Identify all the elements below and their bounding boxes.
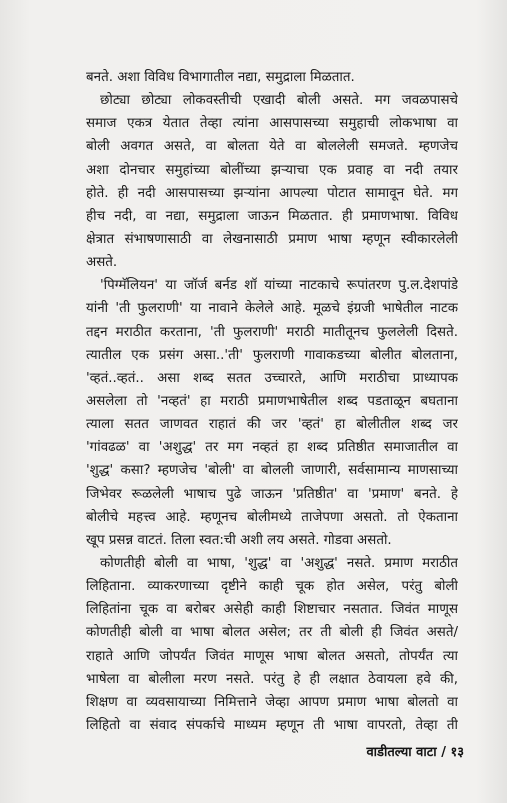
text-line: 'व्हतं..व्हतं.. असा शब्द सतत उच्चारते, आणि मराठीचा प्राध्यापक	[86, 370, 458, 386]
text-line: शिक्षण वा व्यवसायाच्या निमित्ताने जेव्हा आपण प्रमाण भाषा बोलतो वा	[86, 694, 458, 710]
text-line: 'शुद्ध' कसा? म्हणजेच 'बोली' वा बोलली जाणारी, सर्वसामान्य माणसाच्या	[86, 463, 458, 479]
text-line: खूप प्रसन्न वाटतं. तिला स्वत:ची अशी लय असते. गोडवा असतो.	[86, 532, 392, 548]
paragraph	[86, 552, 458, 737]
paragraph	[86, 66, 458, 89]
text-line: त्यातील एक प्रसंग असा..'ती' फुलराणी गावाकडच्या बोलीत बोलताना,	[86, 347, 458, 363]
text-line: लिहितो वा संवाद संपर्काचे माध्यम म्हणून ती भाषा वापरतो, तेव्हा ती	[86, 717, 458, 733]
text-line: तद्दन मराठीत करताना, 'ती फुलराणी' मराठी मातीतूनच फुललेली दिसते.	[86, 324, 458, 340]
text-line: 'पिग्मॅलियन' या जॉर्ज बर्नड शॉ यांच्या नाटकाचे रूपांतरण पु.ल.देशपांडे	[100, 278, 458, 294]
text-line: अशा दोनचार समुहांच्या बोलींच्या झऱ्याचा एक प्रवाह वा नदी तयार	[86, 162, 458, 178]
text-line: बोली अवगत असते, वा बोलता येते वा बोललेली समजते. म्हणजेच	[86, 139, 458, 155]
text-line: होते. ही नदी आसपासच्या झऱ्यांना आपल्या पोटात सामावून घेते. मग	[86, 185, 458, 201]
text-line: असलेला तो 'नव्हतं' हा मराठी प्रमाणभाषेतील शब्द पडताळून बघताना	[86, 393, 458, 409]
text-line: कोणतीही बोली वा भाषा बोलत असेल; तर ती बोली ही जिवंत असते/	[86, 625, 458, 641]
text-line: यांनी 'ती फुलराणी' या नावाने केलेले आहे. मूळचे इंग्रजी भाषेतील नाटक	[86, 301, 458, 317]
text-line: क्षेत्रात संभाषणासाठी वा लेखनासाठी प्रमाण भाषा म्हणून स्वीकारलेली	[86, 231, 458, 247]
text-line: राहाते आणि जोपर्यंत जिवंत माणूस भाषा बोलत असतो, तोपर्यंत त्या	[86, 648, 458, 664]
paragraph	[86, 89, 458, 274]
text-line: समाज एकत्र येतात तेव्हा त्यांना आसपासच्या समुहाची लोकभाषा वा	[86, 116, 458, 132]
text-line: असते.	[86, 255, 118, 271]
text-line: त्याला सतत जाणवत राहातं की जर 'व्हतं' हा बोलीतील शब्द जर	[86, 417, 458, 433]
text-line: छोट्या छोट्या लोकवस्तीची एखादी बोली असते. मग जवळपासचे	[100, 93, 458, 109]
text-line: भाषेला वा बोलीला मरण नसते. परंतु हे ही लक्षात ठेवायला हवे की,	[86, 671, 458, 687]
text-line: 'गांवढळ' वा 'अशुद्ध' तर मग नव्हतं हा शब्द प्रतिष्ठीत समाजातील वा	[86, 440, 458, 456]
text-line: हीच नदी, वा नद्या, समुद्राला जाऊन मिळतात. ही प्रमाणभाषा. विविध	[86, 208, 458, 224]
text-line: जिभेवर रूळलेली भाषाच पुढे जाऊन 'प्रतिष्ठीत' वा 'प्रमाण' बनते. हे	[86, 486, 458, 502]
paragraph	[86, 274, 458, 552]
text-line: बोलीचे महत्त्व आहे. म्हणूनच बोलीमध्ये ताजेपणा असतो. तो ऐकताना	[86, 509, 458, 525]
text-line: लिहितांना चूक वा बरोबर असेही काही शिष्टाचार नसतात. जिवंत माणूस	[86, 602, 458, 618]
text-line: कोणतीही बोली वा भाषा, 'शुद्ध' वा 'अशुद्ध' नसते. प्रमाण मराठीत	[100, 555, 458, 571]
body-text	[86, 66, 458, 737]
running-footer: वाडीतल्या वाटा / १३	[366, 745, 464, 760]
text-line: लिहिताना. व्याकरणाच्या दृष्टीने काही चूक होत असेल, परंतु बोली	[86, 579, 458, 595]
text-line: बनते. अशा विविध विभागातील नद्या, समुद्राला मिळतात.	[86, 70, 355, 85]
